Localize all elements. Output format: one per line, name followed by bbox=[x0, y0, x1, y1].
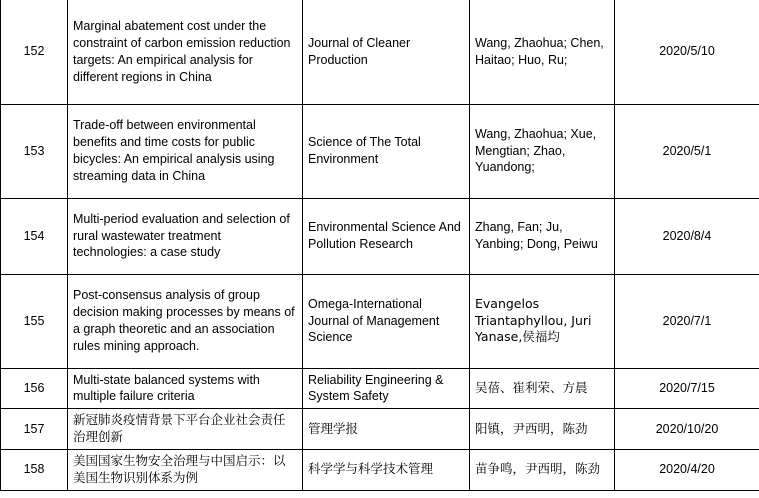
row-index-cell: 155 bbox=[1, 274, 68, 368]
row-title-cell: 美国国家生物安全治理与中国启示：以美国生物识别体系为例 bbox=[68, 450, 303, 491]
row-authors-cell: 苗争鸣，尹西明，陈劲 bbox=[470, 450, 615, 491]
row-date-cell: 2020/7/1 bbox=[615, 274, 759, 368]
row-date-cell: 2020/7/15 bbox=[615, 368, 759, 409]
row-index-cell: 157 bbox=[1, 409, 68, 450]
row-title-cell: Marginal abatement cost under the constraint of carbon emission reduction targets: An empirical analysis for different regions in China bbox=[68, 0, 303, 104]
row-date-cell: 2020/4/20 bbox=[615, 450, 759, 491]
row-title-cell: Multi-period evaluation and selection of rural wastewater treatment technologies: a case study bbox=[68, 198, 303, 274]
row-journal-cell: Reliability Engineering & System Safety bbox=[303, 368, 470, 409]
row-date-cell: 2020/10/20 bbox=[615, 409, 759, 450]
row-date-cell: 2020/5/1 bbox=[615, 104, 759, 198]
row-journal-cell: Science of The Total Environment bbox=[303, 104, 470, 198]
table-row bbox=[1, 368, 759, 409]
row-journal-cell: 科学学与科学技术管理 bbox=[303, 450, 470, 491]
table-row bbox=[1, 450, 759, 491]
row-authors-cell: Wang, Zhaohua; Chen, Haitao; Huo, Ru; bbox=[470, 0, 615, 104]
row-date-cell: 2020/8/4 bbox=[615, 198, 759, 274]
row-title-cell: Multi-state balanced systems with multiple failure criteria bbox=[68, 368, 303, 409]
row-journal-cell: Omega-International Journal of Management Science bbox=[303, 274, 470, 368]
row-journal-cell: Journal of Cleaner Production bbox=[303, 0, 470, 104]
table-row bbox=[1, 274, 759, 368]
row-index-cell: 153 bbox=[1, 104, 68, 198]
row-index-cell: 156 bbox=[1, 368, 68, 409]
table-body bbox=[1, 0, 759, 490]
row-index-cell: 158 bbox=[1, 450, 68, 491]
row-title-cell: 新冠肺炎疫情背景下平台企业社会责任治理创新 bbox=[68, 409, 303, 450]
row-authors-cell: Zhang, Fan; Ju, Yanbing; Dong, Peiwu bbox=[470, 198, 615, 274]
row-date-cell: 2020/5/10 bbox=[615, 0, 759, 104]
table-row bbox=[1, 104, 759, 198]
row-authors-cell: Evangelos Triantaphyllou, Juri Yanase,侯福均 bbox=[470, 274, 615, 368]
table-row bbox=[1, 0, 759, 104]
row-index-cell: 152 bbox=[1, 0, 68, 104]
table-row bbox=[1, 198, 759, 274]
row-journal-cell: 管理学报 bbox=[303, 409, 470, 450]
row-authors-cell: 吴蓓、崔利荣、方晨 bbox=[470, 368, 615, 409]
table-row bbox=[1, 409, 759, 450]
row-index-cell: 154 bbox=[1, 198, 68, 274]
row-authors-cell: 阳镇，尹西明，陈劲 bbox=[470, 409, 615, 450]
row-title-cell: Post-consensus analysis of group decision making processes by means of a graph theoretic and an association rules mining approach. bbox=[68, 274, 303, 368]
row-journal-cell: Environmental Science And Pollution Research bbox=[303, 198, 470, 274]
row-title-cell: Trade-off between environmental benefits and time costs for public bicycles: An empirical analysis using streaming data in China bbox=[68, 104, 303, 198]
row-authors-cell: Wang, Zhaohua; Xue, Mengtian; Zhao, Yuandong; bbox=[470, 104, 615, 198]
